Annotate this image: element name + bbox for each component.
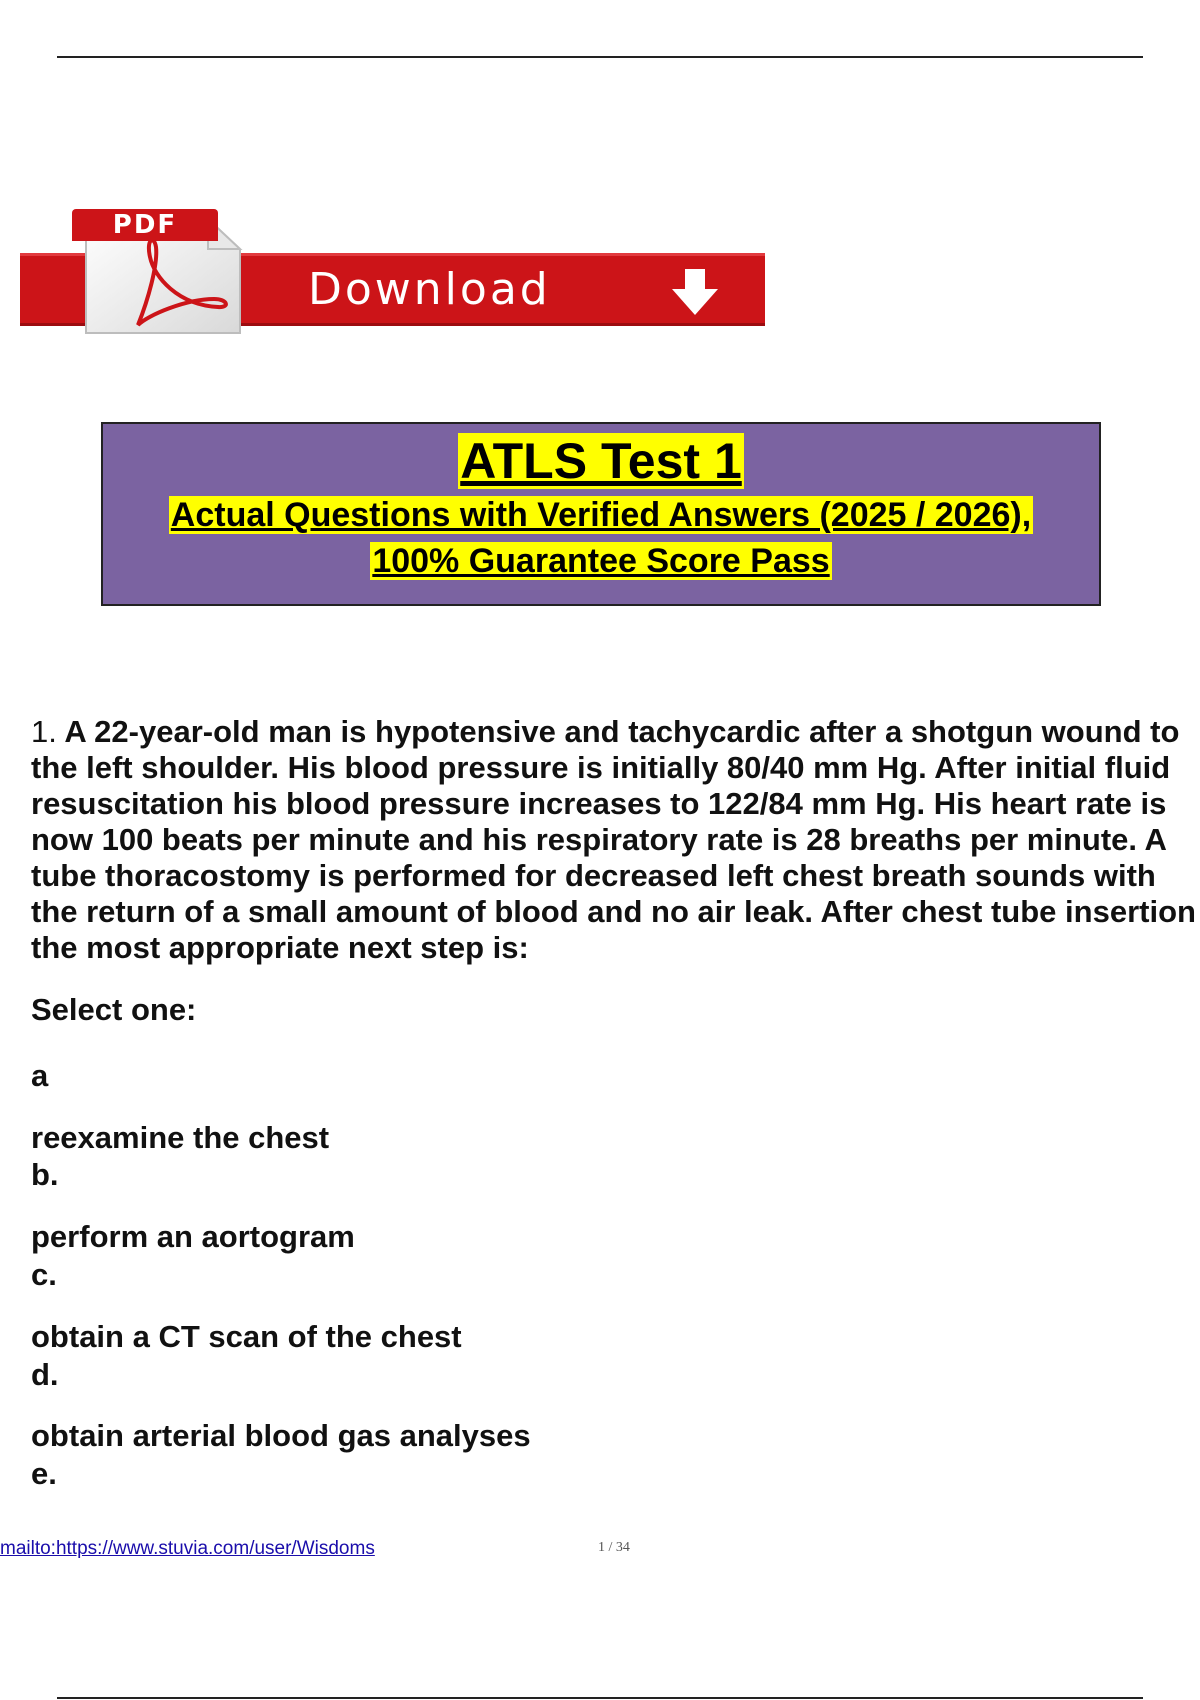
option-c-letter: c.: [31, 1257, 57, 1292]
arrow-down-icon[interactable]: [668, 267, 722, 317]
question-line: resuscitation his blood pressure increases to 122/84 mm Hg. His heart rate is: [31, 786, 1167, 821]
pdf-badge: PDF: [72, 209, 218, 241]
download-label[interactable]: Download: [308, 264, 551, 315]
title-box: [101, 422, 1101, 606]
question-1: [31, 714, 1200, 966]
subtitle-line-1-text: Actual Questions with Verified Answers (2025 / 2026),: [170, 496, 1032, 534]
option-a-letter: a: [31, 1058, 49, 1093]
top-rule: [57, 56, 1143, 58]
subtitle-line-2: [103, 540, 1099, 582]
document-title-text: ATLS Test 1: [460, 433, 742, 489]
document-title: [103, 432, 1099, 490]
footer-link[interactable]: mailto:https://www.stuvia.com/user/Wisdoms: [0, 1538, 375, 1559]
pdf-file-icon[interactable]: [68, 205, 248, 335]
question-line: the return of a small amount of blood and no air leak. After chest tube insertion: [31, 894, 1196, 929]
subtitle-line-2-text: 100% Guarantee Score Pass: [372, 542, 830, 580]
bottom-rule: [57, 1697, 1143, 1699]
question-text: A 22-year-old man is hypotensive and tachycardic after a shotgun wound to: [64, 714, 1180, 749]
download-banner[interactable]: [20, 205, 765, 335]
option-b-letter: b.: [31, 1157, 59, 1192]
question-line: tube thoracostomy is performed for decreased left chest breath sounds with: [31, 858, 1156, 893]
option-b-text[interactable]: perform an aortogram: [31, 1219, 355, 1254]
option-a-text[interactable]: reexamine the chest: [31, 1120, 330, 1155]
option-c-text[interactable]: obtain a CT scan of the chest: [31, 1319, 462, 1354]
option-d-letter: d.: [31, 1357, 59, 1392]
question-line: the most appropriate next step is:: [31, 930, 529, 965]
page-number: 1 / 34: [598, 1540, 630, 1555]
select-one-prompt: Select one:: [31, 992, 197, 1027]
question-line: [31, 714, 1200, 750]
option-d-text[interactable]: obtain arterial blood gas analyses: [31, 1418, 531, 1453]
subtitle-line-1: [103, 494, 1099, 536]
question-number: 1.: [31, 714, 57, 749]
question-line: the left shoulder. His blood pressure is initially 80/40 mm Hg. After initial fluid: [31, 750, 1171, 785]
question-line: now 100 beats per minute and his respiratory rate is 28 breaths per minute. A: [31, 822, 1167, 857]
option-e-letter: e.: [31, 1456, 57, 1491]
